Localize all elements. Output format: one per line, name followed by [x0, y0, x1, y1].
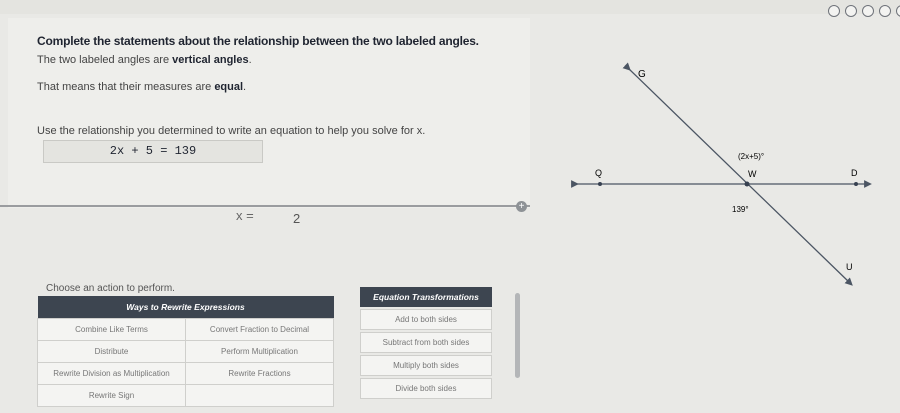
point-q: [598, 182, 602, 186]
progress-dot: [828, 5, 840, 17]
action-rewrite-fractions[interactable]: Rewrite Fractions: [186, 363, 334, 385]
label-d: D: [851, 168, 858, 178]
progress-dot: [879, 5, 891, 17]
line-gu: [628, 68, 850, 283]
action-divide-both-sides[interactable]: Divide both sides: [360, 378, 492, 399]
progress-dot: [862, 5, 874, 17]
statement-1-text: The two labeled angles are: [37, 54, 173, 66]
add-step-icon[interactable]: +: [516, 201, 527, 212]
progress-dot: [845, 5, 857, 17]
scrollbar[interactable]: [515, 293, 520, 378]
point-d: [854, 182, 858, 186]
divider: [0, 205, 530, 207]
statement-1: [37, 54, 252, 66]
statement-2-end: .: [243, 81, 247, 93]
action-rewrite-sign[interactable]: Rewrite Sign: [38, 385, 186, 407]
equation-box[interactable]: 2x + 5 = 139: [43, 140, 263, 163]
work-right[interactable]: 2: [293, 211, 301, 226]
action-convert-fraction[interactable]: Convert Fraction to Decimal: [186, 319, 334, 341]
answer-equal[interactable]: equal: [214, 81, 244, 93]
label-u: U: [846, 262, 853, 272]
statement-1-end: .: [248, 54, 252, 66]
action-subtract-both-sides[interactable]: Subtract from both sides: [360, 332, 492, 353]
label-w: W: [748, 169, 757, 179]
vertical-angles-figure: [560, 55, 880, 295]
progress-indicator: [828, 5, 900, 17]
answer-vertical-angles[interactable]: vertical angles: [172, 54, 249, 66]
empty-cell: [186, 385, 334, 407]
rewrite-table-header: Ways to Rewrite Expressions: [38, 296, 334, 319]
action-combine-like-terms[interactable]: Combine Like Terms: [38, 319, 186, 341]
angle-label-top: (2x+5)°: [738, 152, 765, 161]
action-perform-multiplication[interactable]: Perform Multiplication: [186, 341, 334, 363]
action-multiply-both-sides[interactable]: Multiply both sides: [360, 355, 492, 376]
progress-dot: [896, 5, 900, 17]
rewrite-expressions-table: [37, 296, 334, 407]
choose-action-label: Choose an action to perform.: [46, 283, 175, 294]
label-g: G: [638, 69, 646, 80]
angle-label-bottom: 139°: [732, 205, 749, 214]
top-bar: [0, 0, 900, 14]
transform-table-header: Equation Transformations: [360, 287, 492, 307]
action-distribute[interactable]: Distribute: [38, 341, 186, 363]
point-w: [745, 182, 750, 187]
statement-3: Use the relationship you determined to write an equation to help you solve for x.: [37, 125, 426, 137]
action-add-both-sides[interactable]: Add to both sides: [360, 309, 492, 330]
action-rewrite-division[interactable]: Rewrite Division as Multiplication: [38, 363, 186, 385]
statement-2-text: That means that their measures are: [37, 81, 215, 93]
work-left[interactable]: x =: [236, 208, 254, 223]
statement-2: [37, 81, 246, 93]
question-prompt: Complete the statements about the relationship between the two labeled angles.: [37, 34, 479, 48]
equation-transformations-table: [360, 309, 492, 401]
label-q: Q: [595, 168, 603, 178]
